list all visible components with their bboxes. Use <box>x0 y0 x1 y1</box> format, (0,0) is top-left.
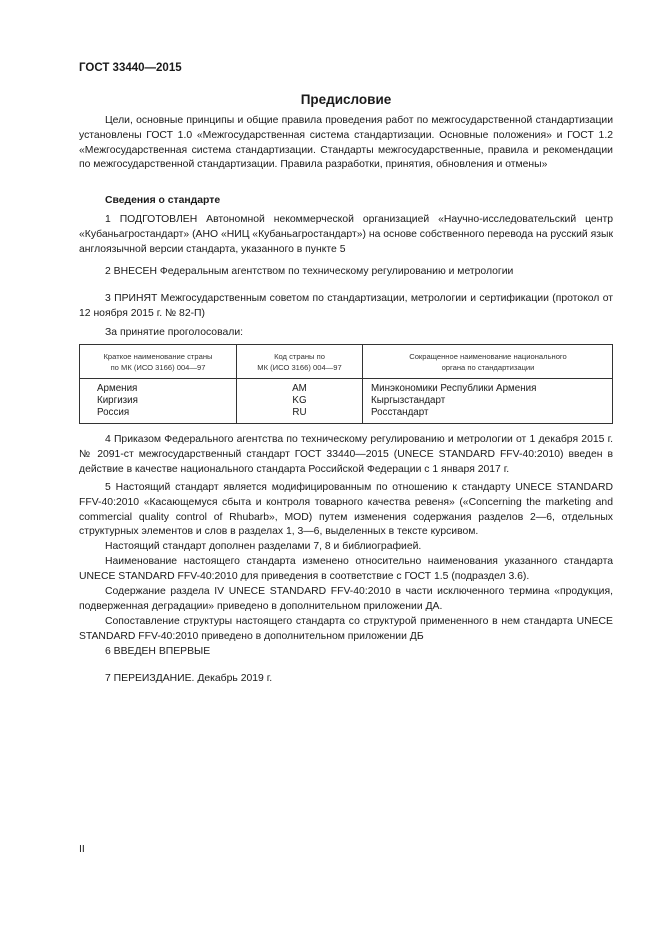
table-cell-body: Кыргызстандарт <box>371 395 446 406</box>
table-cell-country: Россия <box>97 407 130 418</box>
voted-label: За принятие проголосовали: <box>105 327 244 338</box>
table-header-body: Сокращенное наименование национального органа по стандартизации <box>409 352 567 372</box>
table-column-body <box>371 383 536 419</box>
table-header-divider <box>80 378 612 379</box>
table-cell-country: Киргизия <box>97 395 138 406</box>
item-5-supplement: Настоящий стандарт дополнен разделами 7, 8 и библиографией. <box>105 541 422 552</box>
page-title: Предисловие <box>300 92 392 107</box>
table-cell-code: RU <box>292 407 307 418</box>
table-cell-code: KG <box>292 395 307 406</box>
document-code: ГОСТ 33440—2015 <box>79 62 182 74</box>
item-5-structure-comparison: Сопоставление структуры настоящего стандарта со структурой примененного в нем стандарта UNECE STANDARD FFV-40:2010 приведено в дополнительном приложении ДБ <box>79 616 613 642</box>
item-4-paragraph: 4 Приказом Федерального агентства по техническому регулированию и метрологии от 1 декабря 2015 г. № 2091-ст межгосударственный стандарт ГОСТ 33440—2015 (UNECE STANDARD FFV-40:2010) введен в действие в качестве национального стандарта Российской Федерации с 1 января 2017 г. <box>79 434 613 475</box>
item-3-paragraph: 3 ПРИНЯТ Межгосударственным советом по стандартизации, метрологии и сертификации (протокол от 12 ноября 2015 г. № 82-П) <box>79 293 613 319</box>
item-5-section-content: Содержание раздела IV UNECE STANDARD FFV-40:2010 в части исключенного термина «продукция, подверженная деградации» приведено в дополнительном приложении ДА. <box>79 586 613 612</box>
table-cell-country: Армения <box>97 383 138 394</box>
item-7-paragraph: 7 ПЕРЕИЗДАНИЕ. Декабрь 2019 г. <box>105 673 273 684</box>
table-header-code: Код страны по МК (ИСО 3166) 004—97 <box>257 352 342 372</box>
table-column-code <box>237 383 362 419</box>
item-2-paragraph: 2 ВНЕСЕН Федеральным агентством по техническому регулированию и метрологии <box>105 266 514 277</box>
item-5-name-change: Наименование настоящего стандарта изменено относительно наименования указанного стандарта UNECE STANDARD FFV-40:2010 для приведения в соответствие с ГОСТ 1.5 (подраздел 3.6). <box>79 556 613 582</box>
section-subtitle: Сведения о стандарте <box>105 195 221 206</box>
intro-paragraph: Цели, основные принципы и общие правила проведения работ по межгосударственной стандартизации установлены ГОСТ 1.0 «Межгосударственная система стандартизации. Основные положения» и ГОСТ 1.2 «Межгосударственная система стандартизации. Стандарты межгосударственные, правила и рекомендации по межгосударственной стандартизации. Правила разработки, принятия, обновления и отмены» <box>79 115 613 171</box>
countries-table <box>79 344 613 424</box>
table-column-country <box>97 383 138 419</box>
table-header-country: Краткое наименование страны по МК (ИСО 3166) 004—97 <box>103 352 213 372</box>
table-cell-body: Росстандарт <box>371 407 429 418</box>
item-5-paragraph: 5 Настоящий стандарт является модифицированным по отношению к стандарту UNECE STANDARD FFV-40:2010 «Касающемуся сбыта и контроля товарного качества ревеня» («Concerning the marketing and commercial quality control of Rhubarb», MOD) путем изменения содержания разделов 2—6, отдельных структурных элементов и слов в разделах 1, 3—6, выделенных в тексте курсивом. <box>79 482 613 538</box>
page-number: II <box>79 843 85 855</box>
table-cell-body: Минэкономики Республики Армения <box>371 383 537 394</box>
table-cell-code: AM <box>292 383 307 394</box>
item-1-paragraph: 1 ПОДГОТОВЛЕН Автономной некоммерческой организацией «Научно-исследовательский центр «Кубаньагростандарт» (АНО «НИЦ «Кубаньагростандарт») на основе собственного перевода на русский язык англоязычной версии стандарта, указанного в пункте 5 <box>79 214 613 255</box>
item-6-paragraph: 6 ВВЕДЕН ВПЕРВЫЕ <box>105 646 211 657</box>
